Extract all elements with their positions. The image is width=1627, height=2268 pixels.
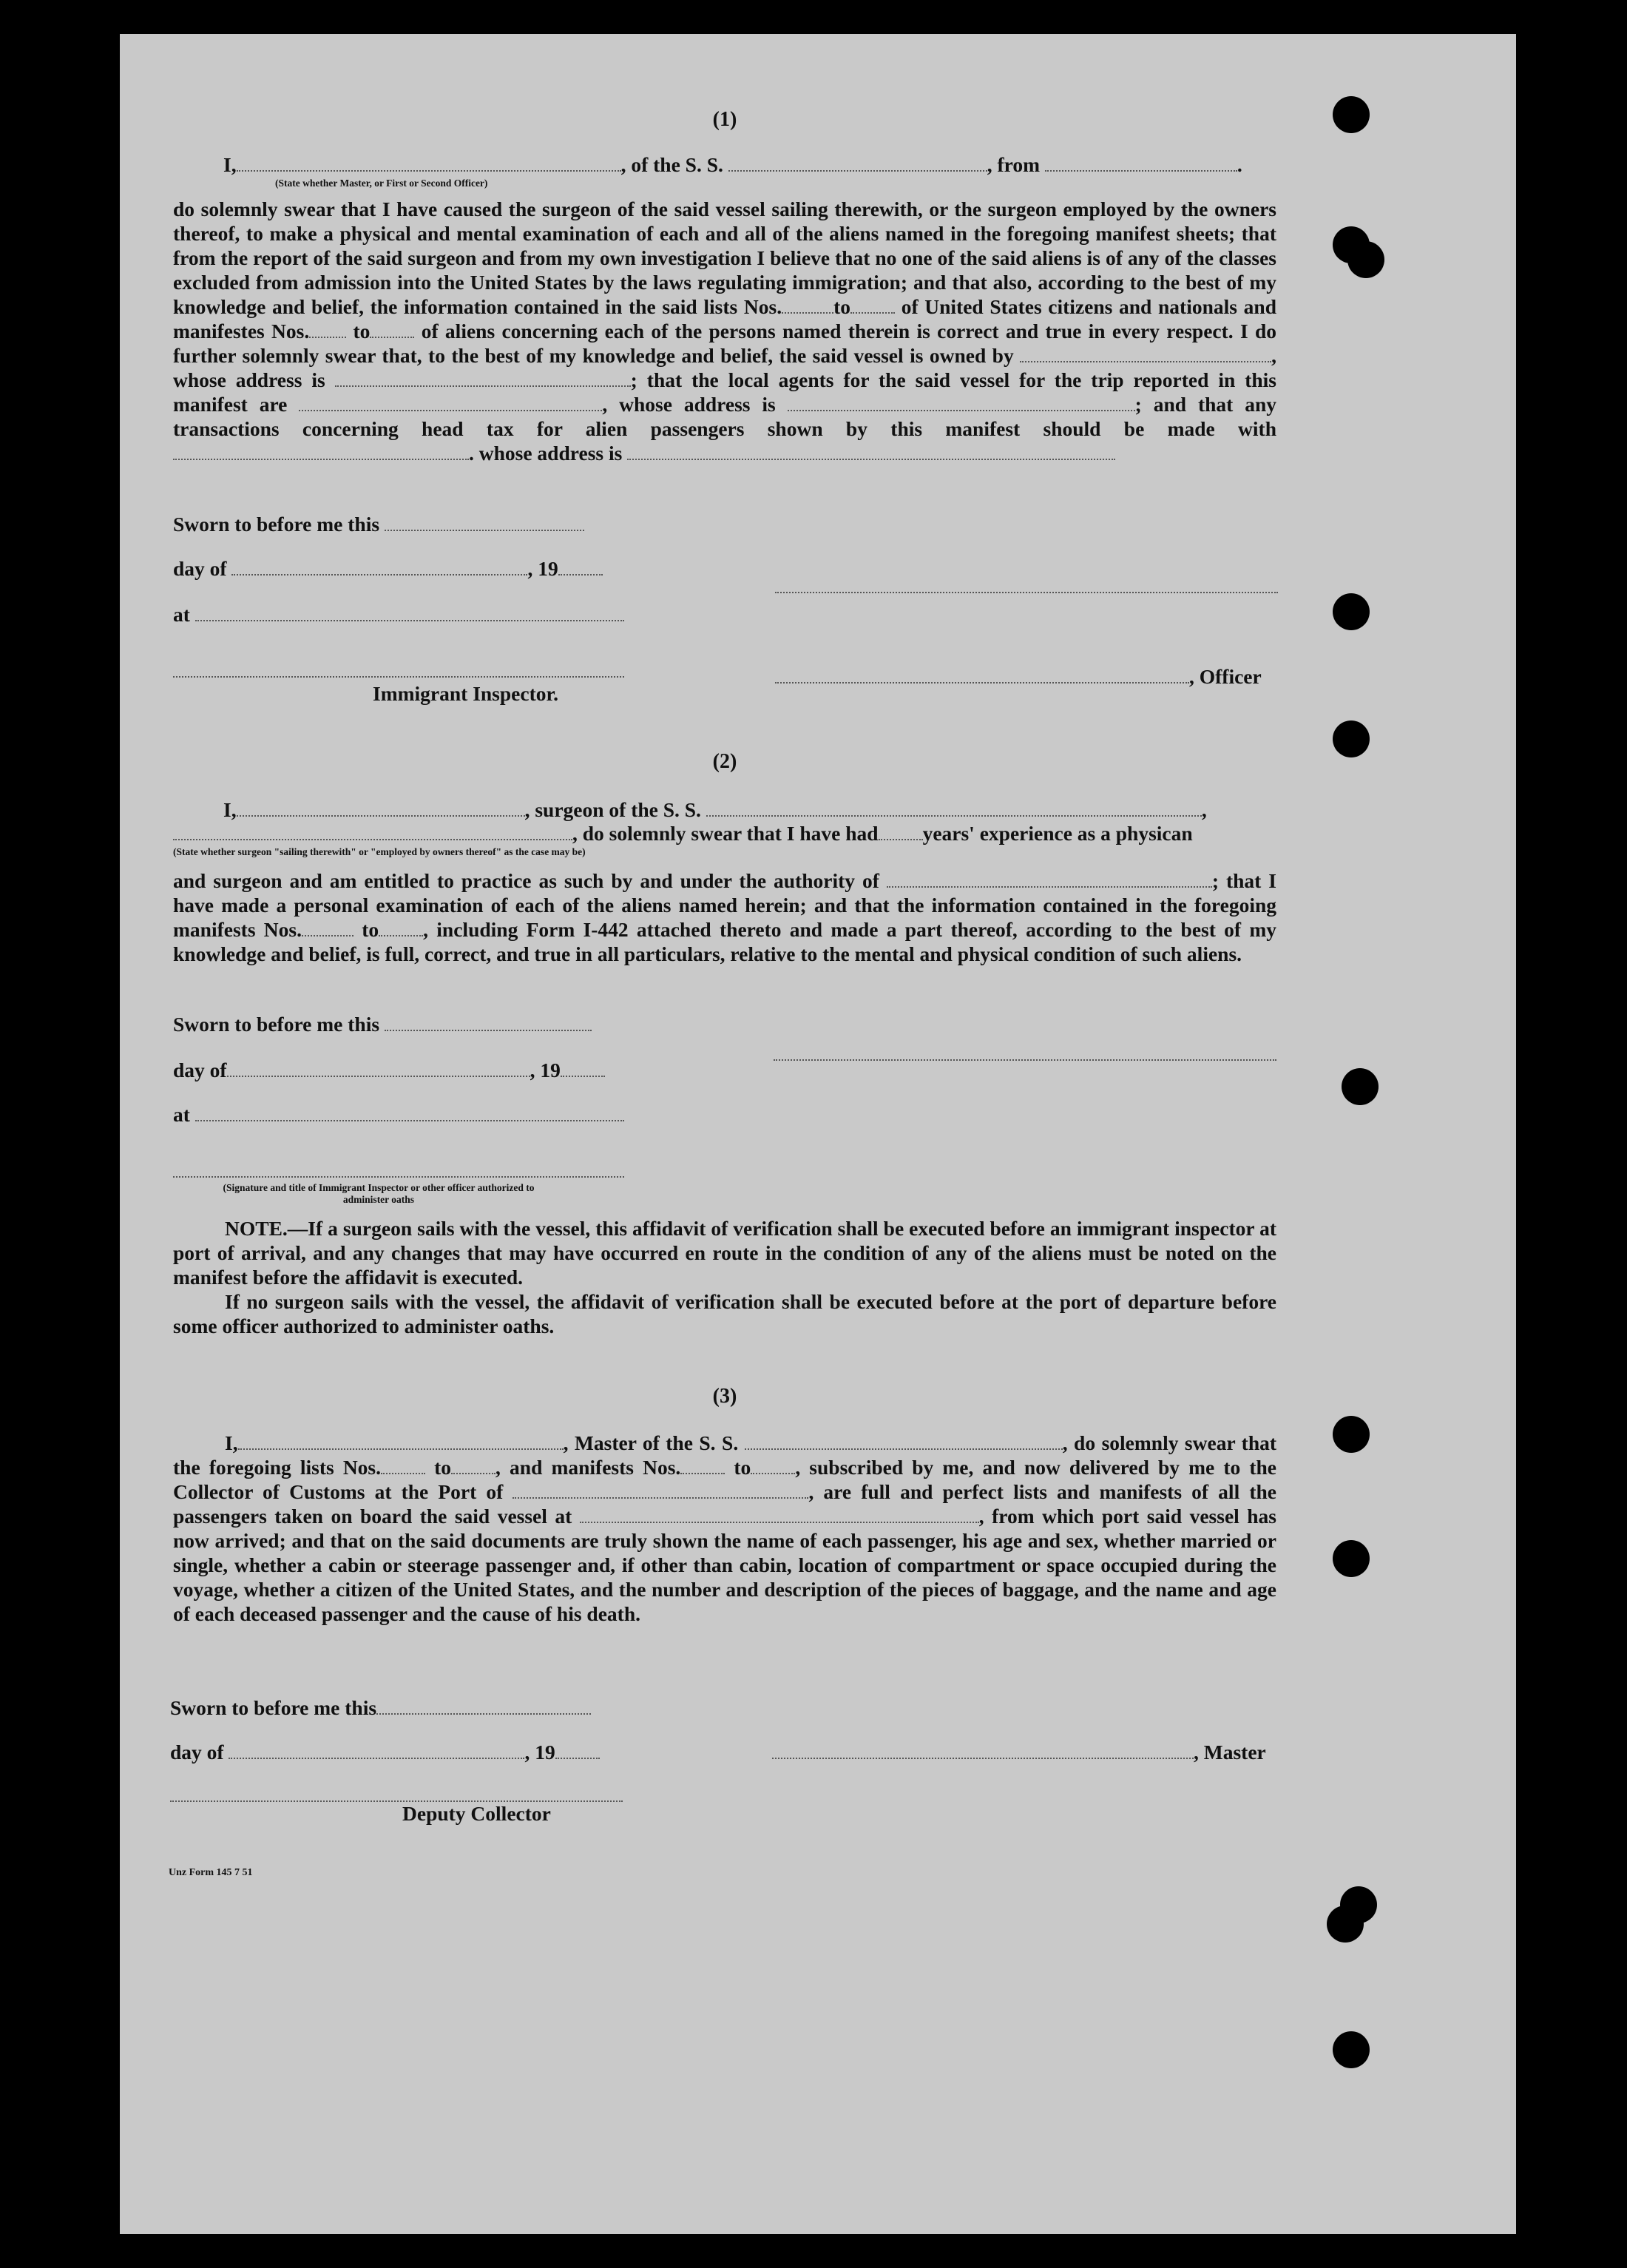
- blank: [195, 1102, 624, 1121]
- signature-line: [775, 590, 1278, 593]
- punch-hole: [1342, 1068, 1379, 1105]
- para-text: , Master of the S. S.: [563, 1431, 739, 1454]
- text-day-of: day of: [170, 1741, 224, 1764]
- blank: [309, 319, 346, 338]
- text-i: I,: [225, 1431, 238, 1454]
- vessel-name-blank: [728, 152, 987, 172]
- blank: [561, 1058, 605, 1077]
- sig-note: (Signature and title of Immigrant Inspector or other officer authorized to administer oaths: [223, 1182, 535, 1205]
- day-row: [170, 1740, 600, 1764]
- punch-hole: [1333, 2031, 1370, 2068]
- blank: [385, 1012, 592, 1031]
- para-text: which port said vessel has now arrived; and that on the said documents are truly shown the name of each passenger, his age and sex, whether married or single, whether a cabin or steerage passenger and, if other than cabin, location of compartment or space occupied during the voyage, whether a citizen of the United States, and the number and description of the pieces of baggage, and the name and age of each deceased passenger and the cause of his death.: [173, 1505, 1277, 1625]
- note-block: [173, 1216, 1276, 1338]
- from-port-blank: [1045, 152, 1237, 172]
- text-master: , Master: [1194, 1741, 1266, 1764]
- para-text: , and manifests Nos.: [495, 1456, 681, 1479]
- blank: [231, 556, 527, 576]
- blank: [379, 917, 423, 936]
- deputy-label: Deputy Collector: [402, 1802, 551, 1825]
- note-2: If no surgeon sails with the vessel, the affidavit of verification shall be executed before at the port of departure before some officer authorized to administer oaths.: [173, 1290, 1276, 1337]
- surgeon-note: (State whether surgeon "sailing therewith" or "employed by owners thereof" as the case may be): [173, 846, 586, 857]
- para-text: , including Form I-442 attached thereto and made a part thereof, according to the best of my knowledge and belief, is full, correct, and true in all particulars, relative to the mental and physical condition of such aliens.: [173, 918, 1276, 965]
- text-to: to: [353, 320, 371, 342]
- inspector-label: Immigrant Inspector.: [373, 682, 559, 705]
- sworn-row: [170, 1695, 591, 1720]
- text-at: at: [173, 603, 190, 626]
- vessel-blank: [706, 797, 1202, 817]
- vessel-blank: [745, 1431, 1063, 1450]
- form-page: [120, 34, 1516, 2234]
- section-number: (3): [712, 1385, 737, 1408]
- para-text: and surgeon and am entitled to practice as such by and under the authority of: [173, 869, 879, 892]
- inspector-sig-line: [173, 1175, 624, 1178]
- text-sworn: Sworn to before me this: [170, 1696, 377, 1719]
- authority-blank: [887, 868, 1212, 888]
- master-sig-blank: [772, 1740, 1194, 1759]
- blank: [680, 1455, 725, 1474]
- para-text: , do solemnly swear: [1062, 1431, 1236, 1454]
- inspector-sig-line: [173, 675, 624, 678]
- para-text: that I have made a personal examination of each of the aliens named herein; and that the information contained in the foregoing manifests Nos.: [173, 869, 1276, 941]
- para-text: years' experience as a physican: [922, 822, 1193, 845]
- blank: [782, 294, 833, 314]
- text-sworn: Sworn to before me this: [173, 1013, 380, 1036]
- text-at: at: [173, 1103, 190, 1126]
- punch-hole: [1333, 1540, 1370, 1577]
- years-blank: [879, 821, 923, 840]
- form-number: Unz Form 145 7 51: [169, 1867, 253, 1878]
- section3-body: [173, 1431, 1276, 1626]
- text-year: , 19: [524, 1741, 555, 1764]
- text-of-ss: , of the S. S.: [620, 153, 723, 176]
- blank: [385, 512, 584, 531]
- section2-opening: I, , surgeon of the S. S. ,: [223, 798, 1207, 821]
- officer-sig-blank: [775, 664, 1189, 684]
- agents-blank: [299, 392, 602, 411]
- punch-hole: [1327, 1906, 1364, 1943]
- para-text: , are full and perfect lists and manifests of all the passengers taken on board the said vessel at: [173, 1480, 1276, 1528]
- blank: [451, 1455, 495, 1474]
- at-row: [173, 602, 624, 627]
- text-year: , 19: [527, 557, 558, 580]
- para-text: of United States citizens and nationals and manifestes Nos.: [173, 295, 1276, 342]
- blank: [227, 1058, 530, 1077]
- text-i: I,: [223, 798, 237, 821]
- text-from: , from: [987, 153, 1041, 176]
- section-number: (1): [712, 108, 737, 131]
- text-day-of: day of: [173, 557, 227, 580]
- para-text: ; and that any transactions concerning head tax for alien passengers shown by this manifest should be made with: [173, 393, 1277, 440]
- blank: [229, 1740, 524, 1759]
- master-row: [772, 1740, 1266, 1764]
- para-text: ; that the local agents for the said vessel for the trip reported in this manifest are: [173, 368, 1277, 416]
- port-blank: [513, 1479, 808, 1499]
- head-tax-blank: [173, 441, 469, 460]
- blank: [381, 1455, 425, 1474]
- master-name-blank: [238, 1431, 564, 1450]
- sworn-row: [173, 512, 584, 536]
- text-to: to: [734, 1456, 751, 1479]
- punch-hole: [1333, 96, 1370, 133]
- officer-name-blank: [237, 152, 621, 172]
- para-text: do solemnly swear that I have caused the surgeon of the said vessel sailing therewith, or the surgeon employed by the owners thereof, to make a physical and mental examination of each and all of the aliens named in the foregoing manifest sheets; that from the report of the said surgeon and from my own investigation I believe that no one of the said aliens is of any of the classes excluded from admission into the United States by the laws regulating immigration; and that also, according to the best of my knowledge and belief, the information contained in the said lists Nos.: [173, 198, 1276, 318]
- address-blank: [627, 441, 1115, 460]
- punch-hole: [1333, 720, 1370, 757]
- officer-note: (State whether Master, or First or Second Officer): [275, 178, 488, 189]
- surgeon-name-blank: [237, 797, 525, 817]
- section-2: [173, 750, 1276, 774]
- para-text: , do solemnly swear that I have had: [572, 822, 879, 845]
- para-text: , whose address is: [602, 393, 776, 416]
- text-to: to: [833, 295, 851, 318]
- para-text: , subscribed by me, and now delivered by me to the Collector of Customs at the Port of: [173, 1456, 1277, 1503]
- text-to: to: [434, 1456, 452, 1479]
- blank: [558, 556, 603, 576]
- sworn-row: [173, 1012, 592, 1036]
- text-sworn: Sworn to before me this: [173, 513, 380, 536]
- para-text: of aliens concerning each of the persons named therein is correct and true in every respect. I do further solemnly swear that, to the best of my knowledge and belief, the said vessel is owned by: [173, 320, 1276, 367]
- section1-opening: I, , of the S. S. , from .: [223, 153, 1242, 176]
- surgeon-type-blank: [173, 821, 572, 840]
- punch-hole: [1347, 241, 1384, 278]
- para-text: , from: [978, 1505, 1035, 1528]
- agents-address-blank: [788, 392, 1135, 411]
- surgeon-signature-line: [774, 1058, 1276, 1061]
- officer-row: [775, 664, 1262, 689]
- text-to: to: [362, 918, 379, 941]
- punch-hole: [1333, 1416, 1370, 1453]
- para-text: , whose address is: [173, 344, 1276, 391]
- deputy-sig-line: [170, 1799, 623, 1802]
- text-surgeon-of: , surgeon of the S. S.: [524, 798, 701, 821]
- para-text: whose address is: [478, 442, 623, 465]
- text-year: , 19: [530, 1059, 561, 1081]
- day-row: [173, 1058, 605, 1082]
- section1-body: do solemnly swear that I have caused the surgeon of the said vessel sailing therewith, or the surgeon employed by the owners thereof, to make a physical and mental examination of each and all of the aliens named in the foregoing manifest sheets; that from the report of the said surgeon and from my own investigation I believe that no one of the said aliens is of any of the classes excluded from admission into the United States by the laws regulating immigration; and that also, according to the best of my knowledge and belief, the information contained in the said lists Nos. to of United States citizens and nationals and manifestes Nos. to of aliens concerning each of the persons named therein is correct and true in every respect. I do further solemnly swear that, to the best of my knowledge and belief, the said vessel is owned by , whose address is ; that the local agents for the said vessel for the trip reported in this manifest are , whose address is ; and that any transactions concerning head tax for alien passengers shown by this manifest should be made with . whose address is: [173, 198, 1277, 465]
- blank: [751, 1455, 795, 1474]
- section-number: (2): [712, 750, 737, 773]
- note-1: NOTE.—If a surgeon sails with the vessel, this affidavit of verification shall be executed before an immigrant inspector at port of arrival, and any changes that may have occurred en route in the condition of any of the aliens must be noted on the manifest before the affidavit is executed.: [173, 1217, 1276, 1289]
- blank: [302, 917, 354, 936]
- day-row: [173, 556, 603, 581]
- para-text: that the foregoing lists Nos.: [173, 1431, 1277, 1479]
- port-blank: [580, 1504, 979, 1523]
- at-row: [173, 1102, 624, 1127]
- section2-line2: [173, 821, 1193, 846]
- blank: [376, 1695, 591, 1715]
- blank: [555, 1740, 600, 1759]
- blank: [850, 294, 895, 314]
- blank: [370, 319, 414, 338]
- punch-hole: [1333, 593, 1370, 630]
- section-3: [173, 1385, 1276, 1408]
- owner-address-blank: [335, 368, 631, 387]
- text-i: I,: [223, 153, 237, 176]
- text-officer: , Officer: [1189, 665, 1262, 688]
- owner-blank: [1020, 343, 1271, 362]
- text-day-of: day of: [173, 1059, 227, 1081]
- section2-body: and surgeon and am entitled to practice as such by and under the authority of ; that I have made a personal examination of each of the aliens named herein; and that the information contained in the foregoing manifests Nos. to , including Form I-442 attached thereto and made a part thereof, according to the best of my knowledge and belief, is full, correct, and true in all particulars, relative to the mental and physical condition of such aliens.: [173, 869, 1276, 965]
- blank: [195, 602, 624, 621]
- section-1: [173, 108, 1276, 132]
